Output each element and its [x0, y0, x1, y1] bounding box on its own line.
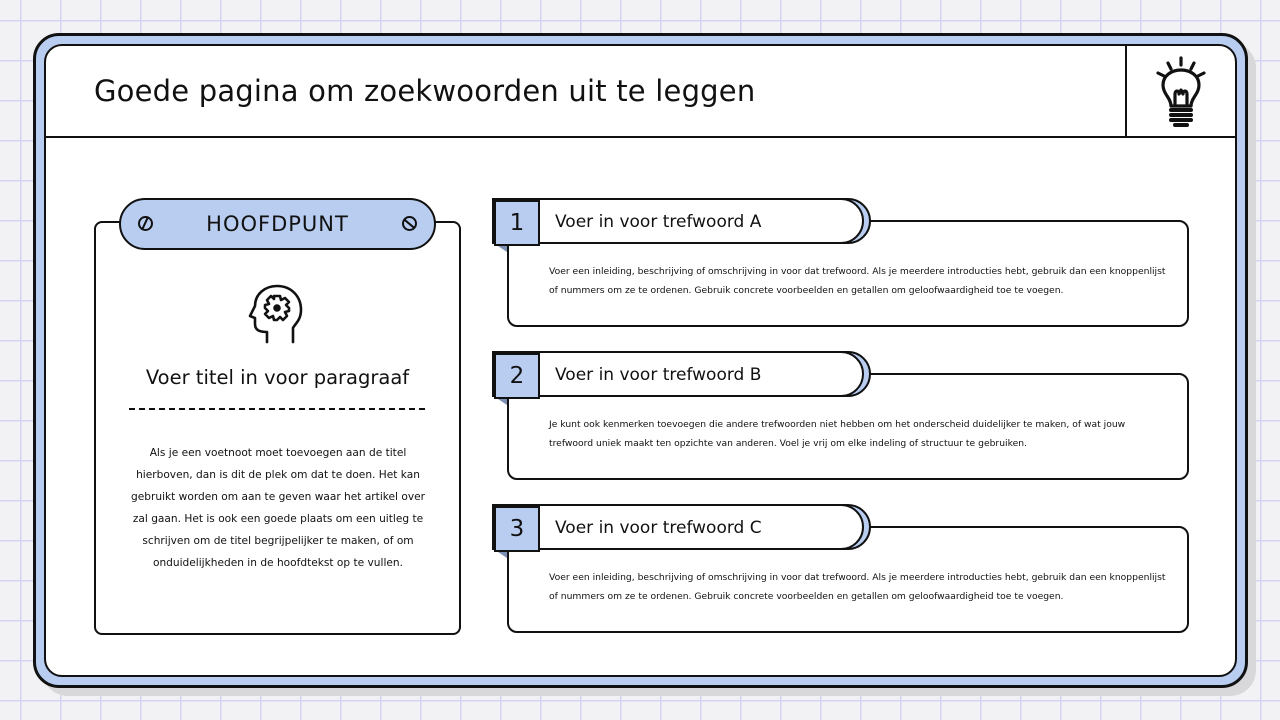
keyword-tab	[492, 198, 864, 244]
keyword-title: Voer in voor trefwoord B	[555, 365, 762, 385]
paragraph-text: Als je een voetnoot moet toevoegen aan de titel hierboven, dan is dit de plek om dat te doen. Het kan gebruikt worden om aan te geven waar het artikel over zal gaan. Het is ook een goede plaats om een uitleg te schrijven om de titel begrijpelijker te maken, of om onduidelijkheden in de hoofdtekst op te vullen.	[131, 447, 425, 569]
keyword-tab	[492, 504, 864, 550]
dashed-divider	[129, 408, 425, 410]
keyword-title: Voer in voor trefwoord A	[555, 212, 762, 232]
paragraph-title: Voer titel in voor paragraaf	[145, 366, 410, 389]
main-point-badge	[119, 198, 436, 250]
keyword-number: 2	[494, 353, 540, 399]
screw-icon	[402, 216, 417, 231]
keyword-description: Voer een inleiding, beschrijving of omschrijving in voor dat trefwoord. Als je meerdere introducties hebt, gebruik dan een knoppenlijst of nummers om ze te ordenen. Gebruik concrete voorbeelden en getallen om geloofwaardigheid toe te voegen.	[549, 266, 1166, 296]
header-icon-cell	[1125, 46, 1235, 138]
slide-frame	[33, 33, 1248, 688]
lightbulb-icon	[1153, 54, 1209, 130]
screw-icon	[138, 216, 153, 231]
keyword-title: Voer in voor trefwoord C	[555, 518, 762, 538]
slide-header	[46, 46, 1235, 138]
keyword-item	[492, 198, 1192, 334]
keyword-tab	[492, 351, 864, 397]
main-point-badge-label: HOOFDPUNT	[206, 212, 349, 236]
keyword-number: 3	[494, 506, 540, 552]
keyword-description: Voer een inleiding, beschrijving of omschrijving in voor dat trefwoord. Als je meerdere introducties hebt, gebruik dan een knoppenlijst of nummers om ze te ordenen. Gebruik concrete voorbeelden en getallen om geloofwaardigheid toe te voegen.	[549, 572, 1166, 602]
keyword-item	[492, 351, 1192, 487]
keyword-item	[492, 504, 1192, 640]
head-gear-icon	[247, 282, 305, 344]
keyword-description: Je kunt ook kenmerken toevoegen die andere trefwoorden niet hebben om het onderscheid duidelijker te maken, of wat jouw trefwoord uniek maakt ten opzichte van anderen. Voel je vrij om elke indeling of structuur te gebruiken.	[549, 419, 1126, 449]
slide-canvas	[44, 44, 1237, 677]
keyword-number: 1	[494, 200, 540, 246]
page-title: Goede pagina om zoekwoorden uit te leggen	[94, 74, 756, 108]
